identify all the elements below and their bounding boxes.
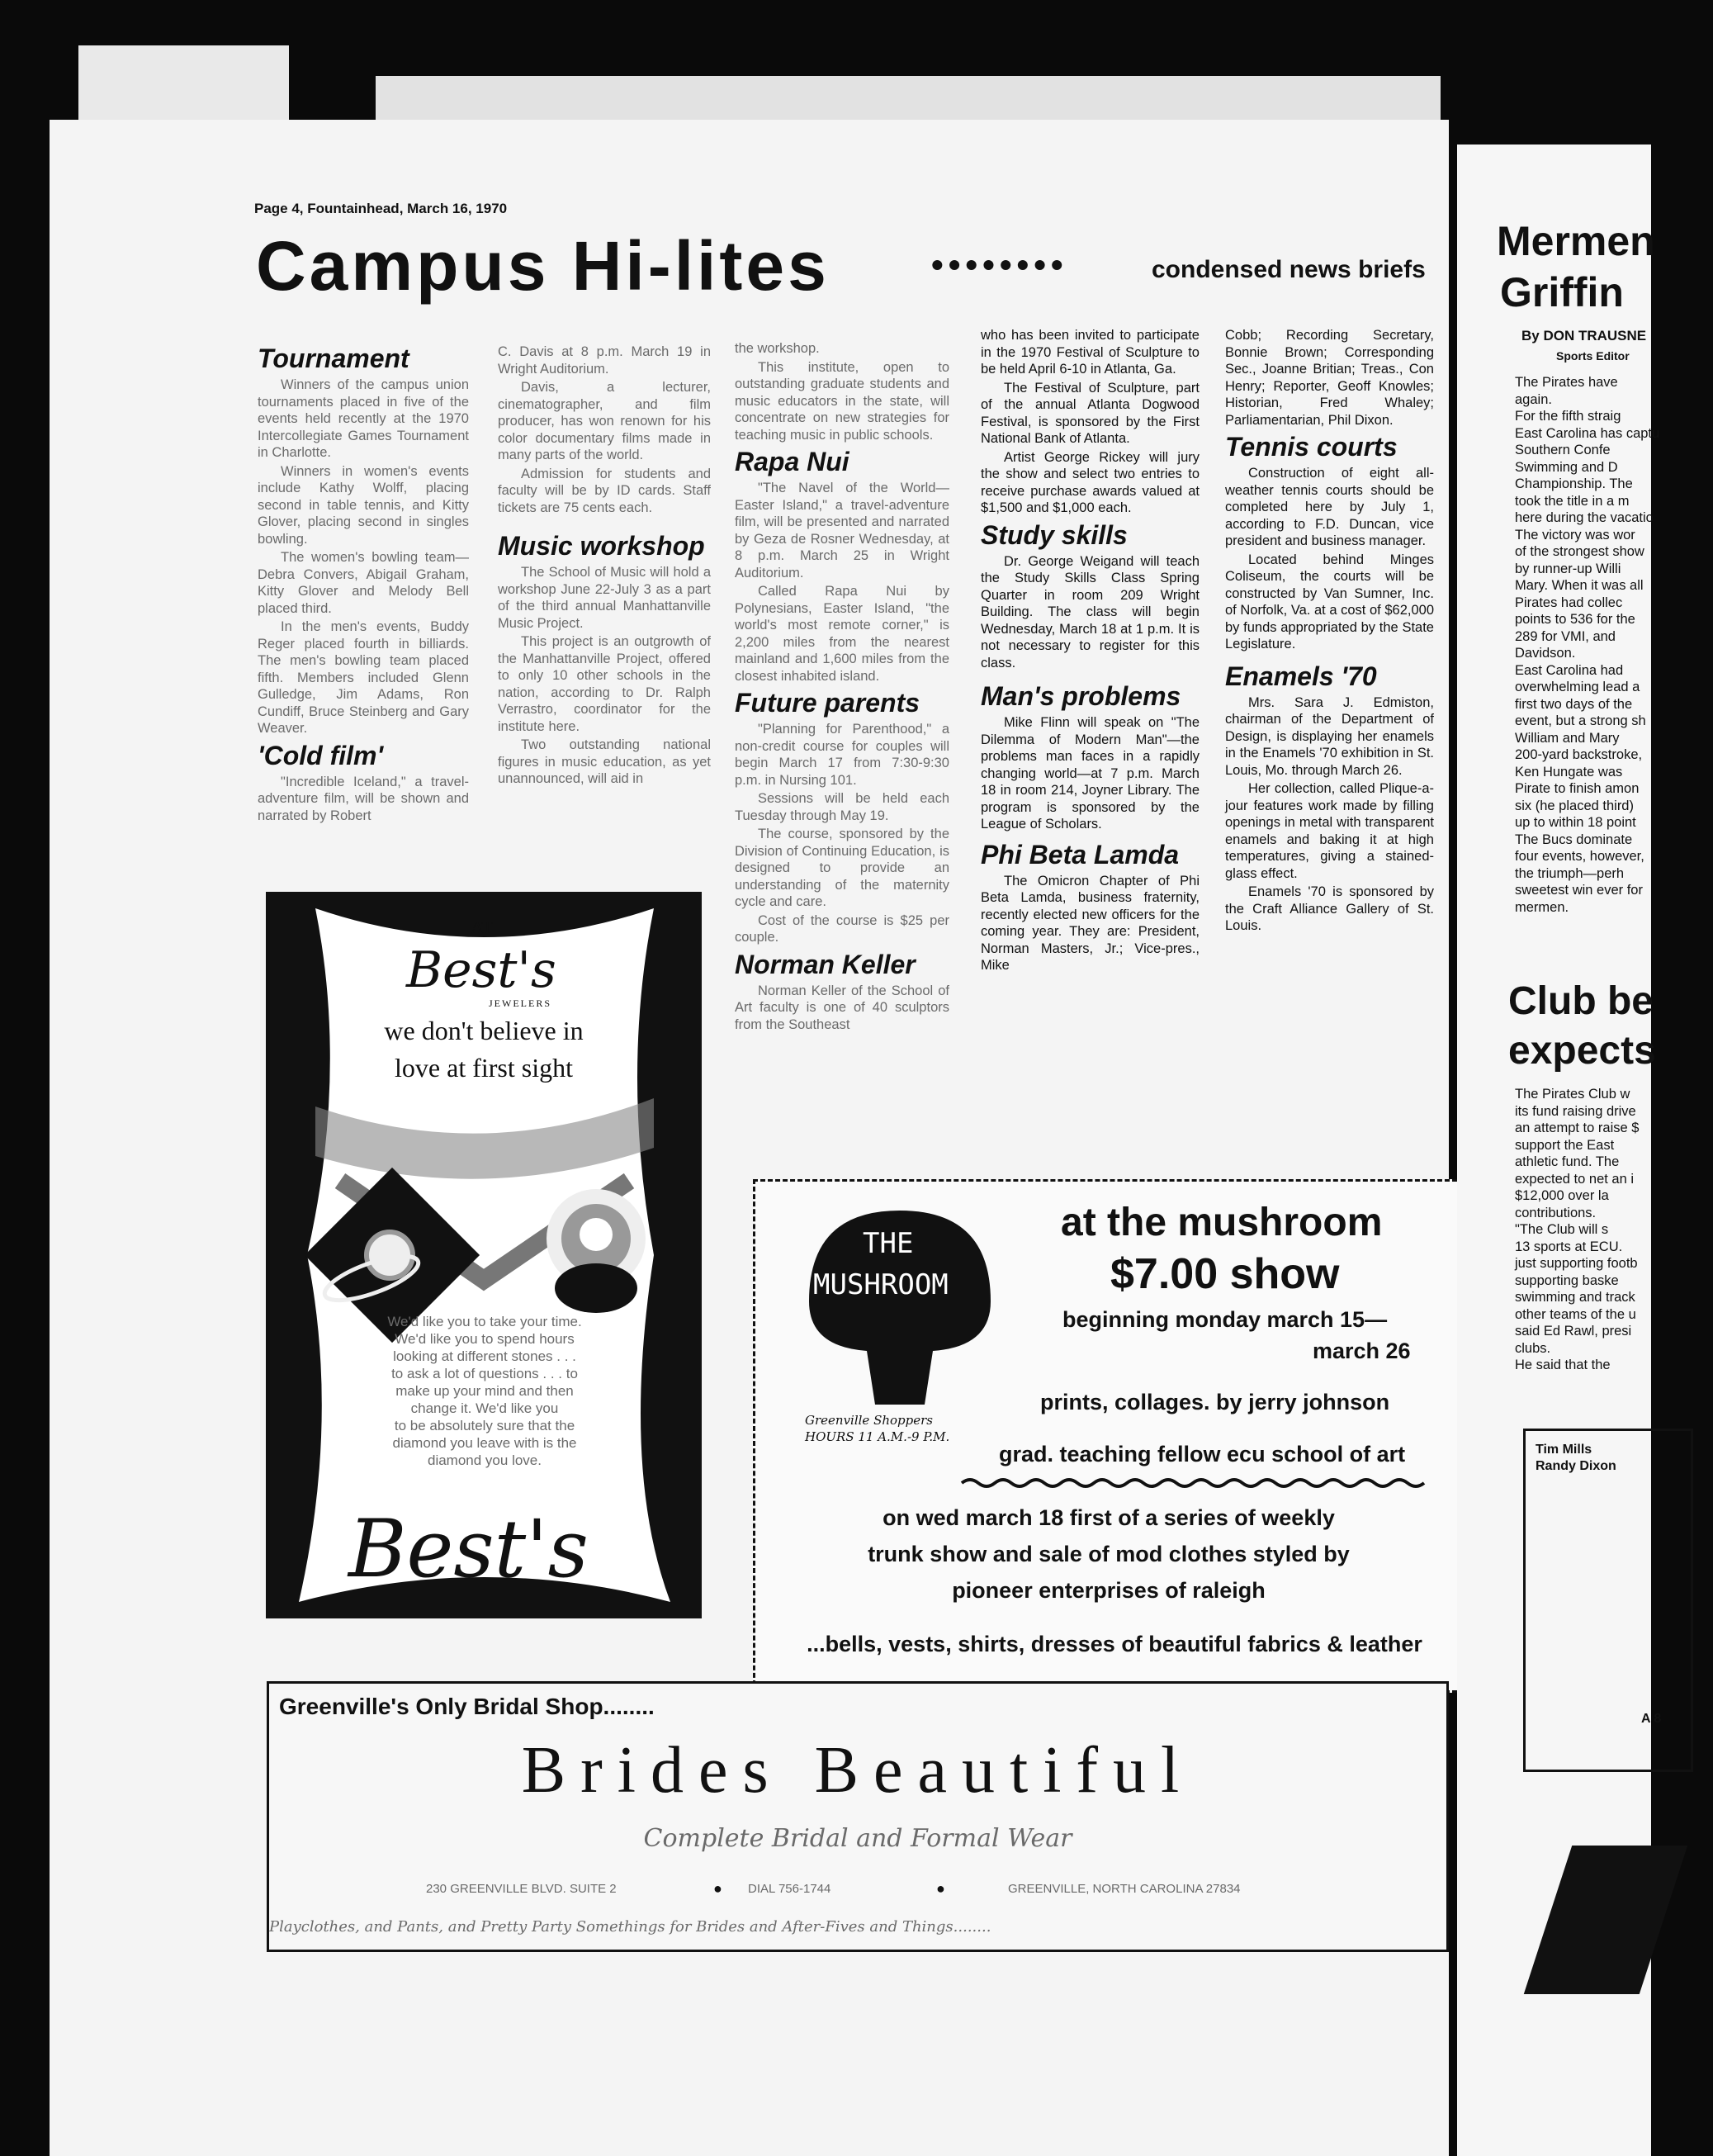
adjacent-line: $12,000 over la — [1515, 1188, 1609, 1203]
section-subtitle: condensed news briefs — [1152, 256, 1426, 283]
article-text: This project is an outgrowth of the Manhattanville Project, offered to only 10 other schools in the nation, according to Dr. Ralph Verrastro, coordinator for the institute here. — [498, 634, 711, 734]
adjacent-line: sweetest win ever for — [1515, 883, 1643, 898]
adjacent-line: support the East — [1515, 1137, 1615, 1153]
brides-beautiful-ad — [267, 1681, 1449, 1952]
wavy-divider — [962, 1476, 1424, 1490]
mushroom-wed-line-3: pioneer enterprises of raleigh — [952, 1578, 1266, 1603]
mushroom-show-price: $7.00 show — [1110, 1250, 1340, 1298]
adjacent-line: points to 536 for the — [1515, 612, 1635, 627]
title-dots: •••••••• — [931, 245, 1068, 284]
adjacent-line: Swimming and D — [1515, 459, 1618, 475]
mushroom-dates-1: beginning monday march 15— — [1062, 1307, 1388, 1332]
adjacent-ad-name-2: Randy Dixon — [1536, 1459, 1616, 1473]
mushroom-logo-the: THE — [863, 1227, 914, 1260]
bests-body-line: looking at different stones . . . — [393, 1348, 576, 1364]
bridal-subtitle: Complete Bridal and Formal Wear — [643, 1824, 1072, 1853]
article-text: The course, sponsored by the Division of Continuing Education, is designed to provide an understanding of the maternity cycle and care. — [735, 827, 949, 909]
bests-jewelers-label: JEWELERS — [489, 997, 551, 1009]
article-text: Dr. George Weigand will teach the Study Skills Class Spring Quarter in room 209 Wright Building. The class will begin Wednesday, March 18 at 1 p.m. It is not necessary to register for this class. — [981, 553, 1200, 670]
article-text: The women's bowling team—Debra Convers, Abigail Graham, Kitty Glover and Melody Bell placed third. — [258, 550, 469, 616]
article-heading-tennis-courts: Tennis courts — [1225, 432, 1398, 462]
article-text: "Incredible Iceland," a travel-adventure film, will be shown and narrated by Robert — [258, 774, 469, 823]
article-text: Construction of eight all-weather tennis courts should be completed here by July 1, according to F.D. Duncan, vice president and business manager. — [1225, 466, 1434, 548]
mushroom-dates-2: march 26 — [1313, 1339, 1411, 1363]
mushroom-ad — [753, 1179, 1465, 1693]
article-heading-mans-problems: Man's problems — [981, 681, 1181, 711]
bests-jewelers-ad — [266, 892, 702, 1618]
adjacent-line: The Bucs dominate — [1515, 832, 1633, 847]
adjacent-line: athletic fund. The — [1515, 1154, 1620, 1169]
adjacent-line: East Carolina had — [1515, 662, 1624, 678]
adjacent-line: East Carolina has captu — [1515, 425, 1660, 441]
adjacent-line: The victory was wor — [1515, 527, 1635, 543]
section-title: Campus Hi-lites — [256, 227, 830, 305]
bests-tagline-1: we don't believe in — [384, 1016, 584, 1045]
mushroom-logo-note-1: Greenville Shoppers — [805, 1413, 933, 1428]
article-text: Sessions will be held each Tuesday through May 19. — [735, 791, 949, 823]
adjacent-line: other teams of the u — [1515, 1306, 1636, 1322]
adjacent-ad-box — [1523, 1429, 1693, 1772]
bridal-footer: Playclothes, and Pants, and Pretty Party Somethings for Brides and After-Fives and Things........ — [269, 1918, 991, 1936]
bests-body-line: diamond you leave with is the — [392, 1435, 577, 1451]
article-heading-study-skills: Study skills — [981, 519, 1128, 550]
article-text: The Festival of Sculpture, part of the annual Atlanta Dogwood Festival, is sponsored by the First National Bank of Atlanta. — [981, 380, 1200, 446]
adjacent-ad-name-1: Tim Mills — [1536, 1443, 1592, 1457]
article-text: Davis, a lecturer, cinematographer, and film producer, has won renown for his color documentary films made in many parts of the world. — [498, 380, 711, 462]
article-text: Admission for students and faculty will be by ID cards. Staff tickets are 75 cents each. — [498, 466, 711, 515]
article-text: Norman Keller of the School of Art faculty is one of 40 sculptors from the Southeast — [735, 983, 949, 1032]
article-heading-music: Music workshop — [498, 531, 705, 561]
article-text: Winners in women's events include Kathy Wolff, placing second in table tennis, and Kitty Glover, placing second in singles bowling. — [258, 463, 469, 547]
adjacent-line: by runner-up Willi — [1515, 561, 1621, 576]
article-text: Cost of the course is $25 per couple. — [735, 912, 949, 945]
article-text: who has been invited to participate in the 1970 Festival of Sculpture to be held April 6-10 in Atlanta, Ga. — [981, 328, 1200, 377]
adjacent-headline-1: Mermen — [1497, 218, 1655, 264]
adjacent-line: Davidson. — [1515, 646, 1576, 661]
column-4 — [981, 327, 1200, 976]
article-heading-cold-film: 'Cold film' — [258, 740, 384, 770]
column-2 — [498, 344, 711, 789]
mushroom-bells: ...bells, vests, shirts, dresses of beautiful fabrics & leather — [807, 1632, 1422, 1656]
adjacent-ad-partial: A 8 — [1641, 1712, 1662, 1726]
article-heading-rapa-nui: Rapa Nui — [735, 447, 849, 476]
column-5 — [1225, 327, 1434, 936]
adjacent-line: an attempt to raise $ — [1515, 1121, 1640, 1135]
article-text: Mike Flinn will speak on "The Dilemma of Modern Man"—the problems man faces in a rapidly changing world—at 7 p.m. March 18 in room 214, Joyner Library. The program is sponsored by the League of Scholars. — [981, 715, 1200, 832]
mushroom-logo-note-2: HOURS 11 A.M.-9 P.M. — [805, 1429, 950, 1444]
column-3 — [735, 340, 949, 1035]
adjacent-headline-2: Griffin — [1500, 269, 1624, 315]
bests-body-line: diamond you love. — [428, 1452, 542, 1468]
bests-body-line: make up your mind and then — [395, 1383, 574, 1399]
column-1 — [258, 340, 469, 826]
article-text: Cobb; Recording Secretary, Bonnie Brown; Corresponding Sec., Joanne Britian; Treas., Con Henry; Reporter, Geoff Knowles; Historian, Fred Whaley; Parliamentarian, Phil Dixon. — [1225, 328, 1434, 428]
adjacent-line: four events, however, — [1515, 849, 1644, 864]
bests-ad-at: AT — [471, 917, 493, 937]
adjacent-line: mermen. — [1515, 899, 1569, 915]
bests-logo: Best's — [406, 941, 556, 999]
adjacent-line: 200-yard backstroke, — [1515, 747, 1643, 762]
bests-body-line: to ask a lot of questions . . . to — [391, 1366, 578, 1381]
adjacent-line: contributions. — [1515, 1205, 1597, 1220]
article-text: Mrs. Sara J. Edmiston, chairman of the Department of Design, is displaying her enamels in the Enamels '70 exhibition in St. Louis, Mo. through March 26. — [1225, 694, 1434, 778]
adjacent-line: swimming and track — [1515, 1290, 1635, 1305]
adjacent-line: supporting baske — [1515, 1272, 1619, 1288]
adjacent-headline-4: expects — [1508, 1029, 1656, 1073]
bests-body-copy — [348, 1313, 621, 1469]
adjacent-line: 13 sports at ECU. — [1515, 1239, 1623, 1254]
adjacent-line: Southern Confe — [1515, 443, 1611, 457]
article-text: Winners of the campus union tournaments placed in five of the events held recently at the 1970 Intercollegiate Games Tournament in Charlotte. — [258, 377, 469, 460]
adjacent-headline-3: Club be — [1508, 979, 1654, 1023]
bridal-address: 230 GREENVILLE BLVD. SUITE 2 — [426, 1882, 617, 1896]
adjacent-line: Pirates had collec — [1515, 595, 1623, 610]
adjacent-line: event, but a strong sh — [1515, 713, 1646, 728]
adjacent-line: again. — [1515, 391, 1552, 407]
article-text: Her collection, called Plique-a-jour features work made by filling openings in metal with transparent enamels and baking it at high temperatures, giving a stained-glass effect. — [1225, 781, 1434, 881]
adjacent-line: up to within 18 point — [1515, 815, 1636, 830]
bridal-shop-name: Brides Beautiful — [521, 1734, 1195, 1807]
article-text: "The Navel of the World—Easter Island," a travel-adventure film, will be presented and narrated by Geza de Rosner Wednesday, at 8 p.m. March 25 in Wright Auditorium. — [735, 481, 949, 580]
article-text: the workshop. — [735, 341, 820, 356]
bridal-phone: DIAL 756-1744 — [748, 1882, 831, 1896]
adjacent-line: expected to net an i — [1515, 1171, 1635, 1187]
adjacent-line: "The Club will s — [1515, 1222, 1609, 1237]
mushroom-wed-line-1: on wed march 18 first of a series of weekly — [883, 1505, 1335, 1530]
adjacent-page — [1457, 145, 1662, 2156]
mushroom-logo-name: MUSHROOM — [813, 1268, 949, 1301]
adjacent-byline-role: Sports Editor — [1556, 349, 1630, 362]
adjacent-article-body-2 — [1515, 1086, 1713, 1374]
page-header-line: Page 4, Fountainhead, March 16, 1970 — [254, 201, 508, 216]
article-text: Called Rapa Nui by Polynesians, Easter Island, "the world's most remote corner," is 2,200 miles from the nearest mainland and 1,600 miles from the closest inhabited island. — [735, 584, 949, 684]
article-text: Enamels '70 is sponsored by the Craft Alliance Gallery of St. Louis. — [1225, 884, 1434, 933]
bests-body-line: We'd like you to take your time. — [387, 1314, 582, 1329]
article-text: Artist George Rickey will jury the show and select two entries to receive purchase awards valued at $1,500 and $1,000 each. — [981, 449, 1200, 515]
adjacent-line: Ken Hungate was — [1515, 764, 1623, 779]
adjacent-line: said Ed Rawl, presi — [1515, 1324, 1632, 1339]
bridal-city: GREENVILLE, NORTH CAROLINA 27834 — [1008, 1882, 1241, 1896]
adjacent-line: The Pirates have — [1515, 375, 1618, 390]
adjacent-line: took the title in a m — [1515, 493, 1630, 509]
bests-body-line: We'd like you to spend hours — [395, 1331, 575, 1347]
bests-tagline-2: love at first sight — [395, 1053, 573, 1083]
article-heading-future-parents: Future parents — [735, 688, 920, 718]
bests-body-line: to be absolutely sure that the — [394, 1418, 575, 1433]
adjacent-line: first two days of the — [1515, 696, 1633, 712]
adjacent-line: here during the vacatio — [1515, 510, 1654, 525]
bridal-bullet-1: ● — [713, 1880, 722, 1897]
bridal-tagline: Greenville's Only Bridal Shop........ — [279, 1694, 655, 1719]
adjacent-line: its fund raising drive — [1515, 1103, 1636, 1119]
adjacent-line: just supporting footb — [1515, 1256, 1638, 1271]
article-text: "Planning for Parenthood," a non-credit course for couples will begin March 17 from 7:30-9:30 p.m. in Nursing 101. — [735, 722, 949, 788]
article-text: Two outstanding national figures in music education, as yet unannounced, will aid in — [498, 737, 711, 786]
mushroom-wed-line-2: trunk show and sale of mod clothes styled by — [868, 1542, 1350, 1566]
adjacent-line: 289 for VMI, and — [1515, 628, 1616, 644]
adjacent-line: six (he placed third) — [1515, 798, 1634, 813]
adjacent-line: the triumph—perh — [1515, 865, 1625, 881]
mushroom-grad: grad. teaching fellow ecu school of art — [999, 1442, 1406, 1467]
article-text: This institute, open to outstanding graduate students and music educators in the state, will concentrate on new strategies for teaching music in public schools. — [735, 359, 949, 443]
adjacent-byline: By DON TRAUSNE — [1521, 328, 1647, 344]
bests-body-line: change it. We'd like you — [410, 1400, 559, 1416]
article-heading-norman-keller: Norman Keller — [735, 949, 916, 979]
adjacent-line: Mary. When it was all — [1515, 578, 1644, 593]
bests-logo-bottom: Best's — [348, 1503, 589, 1595]
article-text: C. Davis at 8 p.m. March 19 in Wright Auditorium. — [498, 344, 711, 377]
adjacent-line: Championship. The — [1515, 476, 1633, 491]
article-text: Located behind Minges Coliseum, the courts will be constructed by Van Sumner, Inc. of Norfolk, Va. at a cost of $62,000 by funds appropriated by the State Legislature. — [1225, 552, 1434, 652]
mushroom-headline: at the mushroom — [1061, 1201, 1383, 1244]
adjacent-article-body — [1515, 374, 1713, 916]
article-heading-tournament: Tournament — [258, 344, 409, 373]
article-text: The Omicron Chapter of Phi Beta Lamda, business fraternity, recently elected new officers for the coming year. They are: President, Norman Masters, Jr.; Vice-pres., Mike — [981, 873, 1200, 973]
adjacent-line: For the fifth straig — [1515, 409, 1621, 424]
adjacent-ad-big-glyph — [1524, 1846, 1687, 1994]
adjacent-line: Pirate to finish amon — [1515, 781, 1640, 796]
adjacent-line: He said that the — [1515, 1358, 1611, 1372]
article-text: In the men's events, Buddy Reger placed fourth in billiards. The men's bowling team placed fifth. Members included Glenn Gulledge, Jim Adams, Ron Cundiff, Bruce Steinberg and Gary Weaver. — [258, 619, 469, 736]
article-heading-phi-beta-lamda: Phi Beta Lamda — [981, 839, 1180, 870]
adjacent-line: The Pirates Club w — [1515, 1087, 1630, 1102]
adjacent-line: William and Mary — [1515, 730, 1620, 746]
adjacent-line: overwhelming lead a — [1515, 680, 1640, 694]
article-text: The School of Music will hold a workshop June 22-July 3 as a part of the third annual Manhattanville Music Project. — [498, 565, 711, 631]
mushroom-prints: prints, collages. by jerry johnson — [1040, 1390, 1390, 1414]
article-heading-enamels: Enamels '70 — [1225, 661, 1377, 691]
adjacent-line: of the strongest show — [1515, 544, 1644, 559]
bridal-bullet-2: ● — [936, 1880, 945, 1897]
adjacent-line: clubs. — [1515, 1340, 1551, 1356]
